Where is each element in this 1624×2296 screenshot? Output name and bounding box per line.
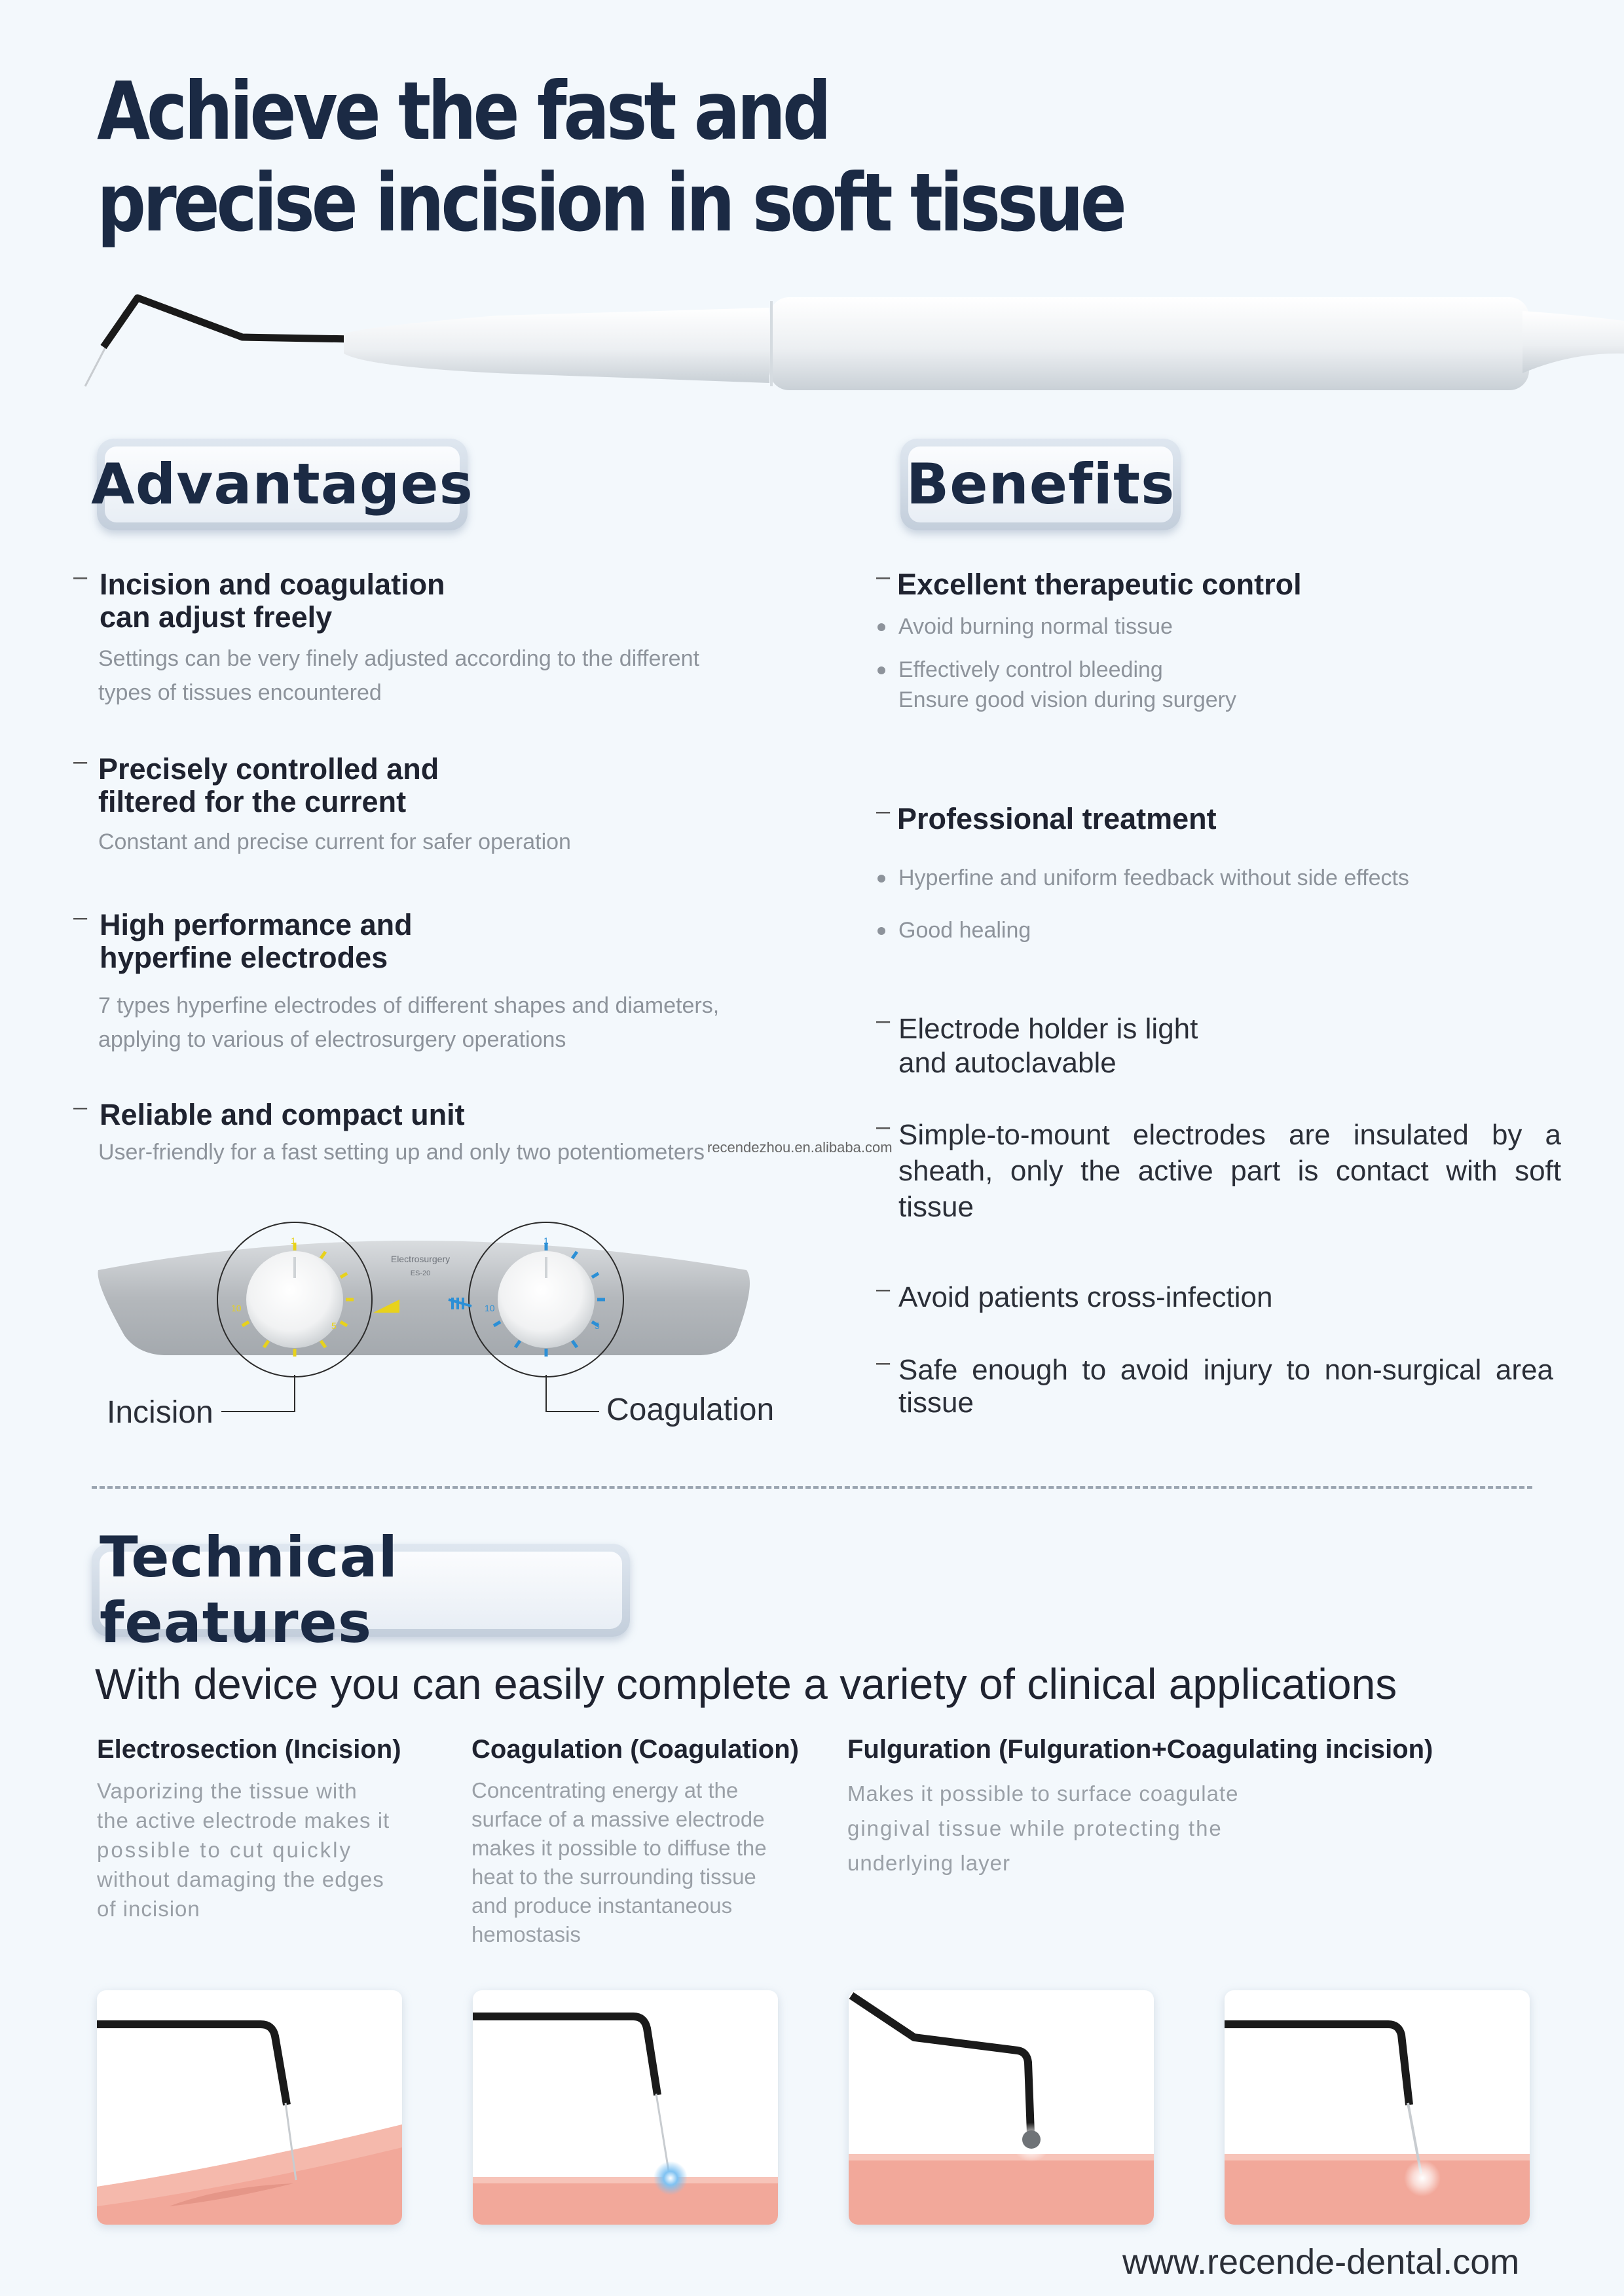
- benefit-text: Safe enough to avoid injury to non-surgical area tissue: [898, 1354, 1553, 1419]
- technical-heading-badge: [92, 1525, 630, 1656]
- advantage-item-title: High performance and hyperfine electrodes: [100, 908, 413, 974]
- benefit-bullet: Hyperfine and uniform feedback without side effects: [898, 863, 1553, 893]
- dash-bullet: –: [73, 903, 88, 931]
- bullet-dot: [877, 927, 885, 935]
- dash-bullet: –: [876, 797, 891, 825]
- dash-bullet: –: [876, 1349, 891, 1376]
- benefits-heading-badge: [900, 439, 1181, 530]
- device-brand: Electrosurgery: [390, 1254, 451, 1264]
- watermark: recendezhou.en.alibaba.com: [707, 1139, 893, 1156]
- electrosection-illustration-card: [97, 1990, 402, 2225]
- coagulation-scale-mid: 5: [595, 1321, 600, 1331]
- website-url[interactable]: www.recende-dental.com: [1122, 2242, 1520, 2282]
- dash-bullet: –: [876, 1007, 891, 1034]
- technical-column-coagulation: [471, 1735, 812, 1949]
- advantages-heading-badge: [91, 439, 473, 530]
- bullet-dot: [877, 666, 885, 674]
- advantage-item-desc: 7 types hyperfine electrodes of different shapes and diameters, applying to various of electrosurgery operations: [98, 993, 720, 1052]
- coagulation-illustration: [473, 1990, 778, 2225]
- advantage-item-title: Incision and coagulation can adjust freely: [100, 568, 445, 634]
- dash-bullet: –: [876, 1113, 891, 1140]
- fulguration-illustration: [849, 1990, 1154, 2225]
- benefit-text: Avoid patients cross-infection: [898, 1281, 1273, 1313]
- benefit-text: Electrode holder is light and autoclavable: [898, 1013, 1198, 1079]
- benefit-bullet: Avoid burning normal tissue: [898, 611, 1553, 642]
- fulguration-illustration-card: [849, 1990, 1154, 2225]
- coagulation-illustration-card: [473, 1990, 778, 2225]
- coagulating-incision-illustration: [1225, 1990, 1530, 2225]
- page-title-line-1: Achieve the fast and: [97, 65, 828, 158]
- technical-heading: Technical features: [100, 1552, 622, 1629]
- electrode-handpiece-illustration: [0, 275, 1624, 406]
- column-desc: Concentrating energy at the surface of a massive electrode makes it possible to diffuse the heat to the surrounding tissue and produce instantaneous hemostasis: [471, 1778, 767, 1946]
- page-title-line-2: precise incision in soft tissue: [97, 156, 1124, 249]
- coagulation-label: Coagulation: [606, 1393, 775, 1427]
- section-divider: [92, 1486, 1532, 1489]
- column-title: Electrosection (Incision): [97, 1735, 401, 1764]
- incision-scale-max: 10: [231, 1303, 242, 1313]
- column-title: Fulguration (Fulguration+Coagulating incision): [847, 1735, 1433, 1764]
- advantages-heading: Advantages: [105, 446, 460, 522]
- device-model: ES-20: [410, 1269, 431, 1277]
- coagulating-incision-illustration-card: [1225, 1990, 1530, 2225]
- benefit-title: Excellent therapeutic control: [897, 568, 1302, 601]
- dash-bullet: –: [73, 1093, 88, 1121]
- advantage-item-desc: User-friendly for a fast setting up and only two potentiometers: [98, 1140, 705, 1165]
- benefit-title: Professional treatment: [897, 802, 1217, 835]
- dash-bullet: –: [73, 748, 88, 775]
- advantage-item-desc: Constant and precise current for safer operation: [98, 829, 571, 854]
- advantage-item-desc: Settings can be very finely adjusted according to the different types of tissues encountered: [98, 646, 699, 705]
- bullet-dot: [877, 623, 885, 631]
- bullet-dot: [877, 875, 885, 883]
- technical-subtitle: With device you can easily complete a variety of clinical applications: [95, 1660, 1397, 1708]
- technical-column-electrosection: [97, 1735, 411, 1923]
- benefit-bullet: Effectively control bleeding Ensure good vision during surgery: [898, 655, 1553, 715]
- electrosection-illustration: [97, 1990, 402, 2225]
- benefit-text: Simple-to-mount electrodes are insulated by a sheath, only the active part is contact with soft tissue: [898, 1119, 1561, 1223]
- dash-bullet: –: [876, 563, 891, 591]
- column-desc: Makes it possible to surface coagulate gingival tissue while protecting the underlying layer: [847, 1781, 1239, 1875]
- incision-label: Incision: [107, 1395, 213, 1430]
- advantage-item-title: Precisely controlled and filtered for the current: [98, 752, 439, 818]
- technical-column-fulguration: [847, 1735, 1433, 1880]
- coagulation-scale-min: 1: [544, 1235, 549, 1246]
- page-title: [97, 65, 1124, 249]
- coagulation-scale-max: 10: [485, 1303, 495, 1313]
- benefits-heading: Benefits: [908, 446, 1173, 522]
- advantage-item-title: Reliable and compact unit: [100, 1098, 465, 1131]
- incision-scale-min: 1: [291, 1235, 296, 1246]
- column-desc: Vaporizing the tissue with the active electrode makes it possible to cut quickly without damaging the edges of incision: [97, 1779, 390, 1921]
- dash-bullet: –: [73, 563, 88, 591]
- benefit-bullet: Good healing: [898, 915, 1553, 945]
- column-title: Coagulation (Coagulation): [471, 1735, 799, 1764]
- dash-bullet: –: [876, 1275, 891, 1303]
- incision-scale-mid: 5: [331, 1321, 337, 1331]
